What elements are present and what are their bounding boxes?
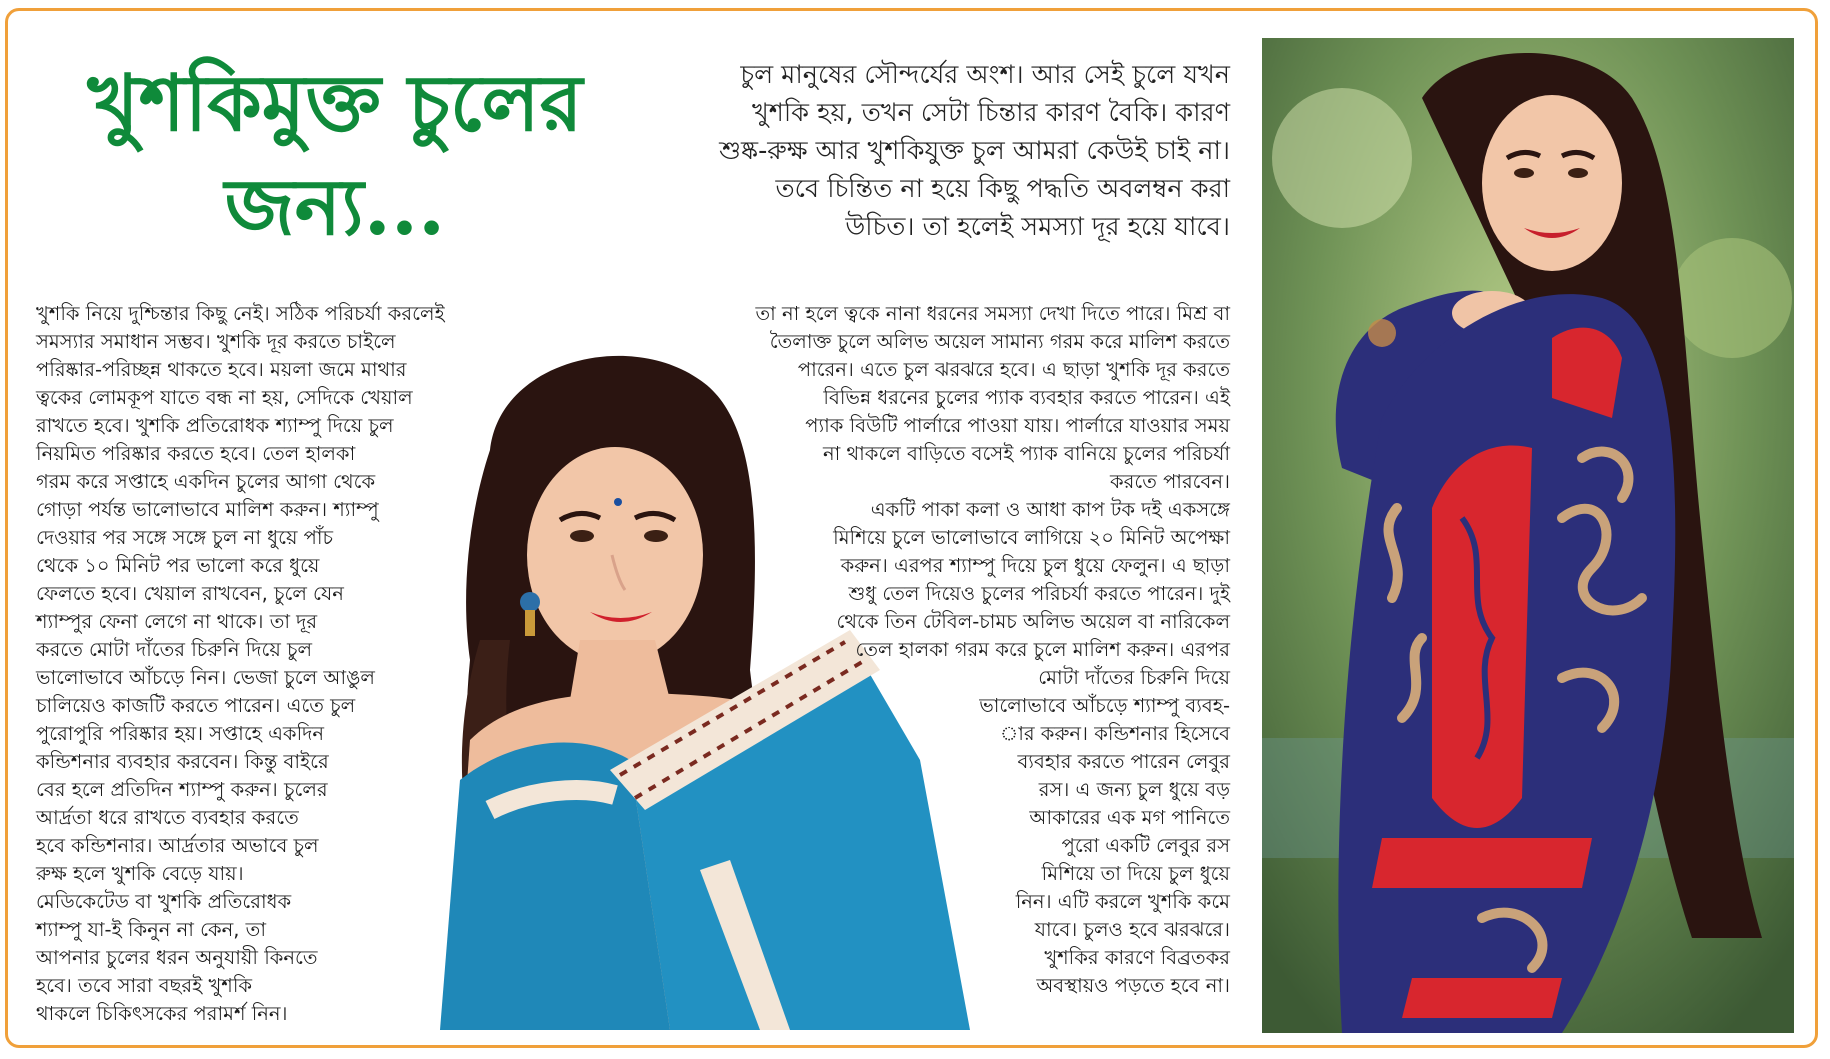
body-line: করতে পারবেন।	[1110, 470, 1230, 493]
body-line: নিন। এটি করলে খুশকি কমে	[1015, 890, 1230, 913]
body-line: চালিয়েও কাজটি করতে পারেন। এতে চুল	[36, 694, 356, 717]
body-line: সমস্যার সমাধান সম্ভব। খুশকি দূর করতে চাইলে	[36, 330, 396, 353]
body-line: গোড়া পর্যন্ত ভালোভাবে মালিশ করুন। শ্যাম্পু	[36, 498, 379, 521]
model-photo-dress	[1262, 38, 1794, 1033]
body-column-middle	[640, 300, 1230, 1000]
body-line: মেডিকেটেড বা খুশকি প্রতিরোধক	[36, 890, 292, 913]
headline-line-1: খুশকিমুক্ত চুলের	[87, 58, 583, 149]
body-line: মোটা দাঁতের চিরুনি দিয়ে	[1038, 666, 1230, 689]
body-line: থাকলে চিকিৎসকের পরামর্শ নিন।	[36, 1002, 288, 1025]
body-line: ব্যবহার করতে পারেন লেবুর	[1017, 750, 1230, 773]
body-line: আকারের এক মগ পানিতে	[1029, 806, 1230, 829]
body-line: তৈলাক্ত চুলে অলিভ অয়েল সামান্য গরম করে মালিশ করতে	[769, 330, 1230, 353]
body-line: হবে কন্ডিশনার। আর্দ্রতার অভাবে চুল	[36, 834, 319, 857]
body-line: তেল হালকা গরম করে চুলে মালিশ করুন। এরপর	[855, 638, 1230, 661]
body-line: রুক্ষ হলে খুশকি বেড়ে যায়।	[36, 862, 244, 885]
body-line: গরম করে সপ্তাহে একদিন চুলের আগা থেকে	[36, 470, 376, 493]
body-line: মিশিয়ে চুলে ভালোভাবে লাগিয়ে ২০ মিনিট অপেক্ষা	[833, 526, 1230, 549]
body-line: একটি পাকা কলা ও আধা কাপ টক দই একসঙ্গে	[870, 498, 1230, 521]
body-line: শ্যাম্পু যা-ই কিনুন না কেন, তা	[36, 918, 266, 941]
body-line: পুরো একটি লেবুর রস	[1061, 834, 1230, 857]
body-line: দেওয়ার পর সঙ্গে সঙ্গে চুল না ধুয়ে পাঁচ	[36, 526, 334, 549]
body-column-left	[36, 300, 496, 1028]
body-line: শুধু তেল দিয়েও চুলের পরিচর্যা করতে পারেন। দুই	[848, 582, 1230, 605]
body-line: যাবে। চুলও হবে ঝরঝরে।	[1034, 918, 1230, 941]
body-line: রাখতে হবে। খুশকি প্রতিরোধক শ্যাম্পু দিয়ে চুল	[36, 414, 394, 437]
intro-line: চুল মানুষের সৌন্দর্যের অংশ। আর সেই চুলে যখন	[740, 60, 1230, 90]
body-line: পরিষ্কার-পরিচ্ছন্ন থাকতে হবে। ময়লা জমে মাথার	[36, 358, 407, 381]
body-line: আপনার চুলের ধরন অনুযায়ী কিনতে	[36, 946, 318, 969]
body-line: না থাকলে বাড়িতে বসেই প্যাক বানিয়ে চুলের পরিচর্যা	[823, 442, 1230, 465]
body-line: খুশকির কারণে বিব্রতকর	[1044, 946, 1230, 969]
body-line: মিশিয়ে তা দিয়ে চুল ধুয়ে	[1041, 862, 1230, 885]
headline	[55, 52, 615, 260]
intro-line: উচিত। তা হলেই সমস্যা দূর হয়ে যাবে।	[845, 212, 1230, 242]
body-line: করুন। এরপর শ্যাম্পু দিয়ে চুল ধুয়ে ফেলুন। এ ছাড়া	[840, 554, 1230, 577]
body-line: পারেন। এতে চুল ঝরঝরে হবে। এ ছাড়া খুশকি দূর করতে	[797, 358, 1230, 381]
body-line: থেকে তিন টেবিল-চামচ অলিভ অয়েল বা নারিকেল	[836, 610, 1230, 633]
intro-line: তবে চিন্তিত না হয়ে কিছু পদ্ধতি অবলম্বন করা	[775, 174, 1230, 204]
body-line: ফেলতে হবে। খেয়াল রাখবেন, চুলে যেন	[36, 582, 344, 605]
body-line: অবস্থায়ও পড়তে হবে না।	[1036, 974, 1230, 997]
body-line: হবে। তবে সারা বছরই খুশকি	[36, 974, 253, 997]
body-line: ভালোভাবে আঁচড়ে শ্যাম্পু ব্যবহ-	[979, 694, 1230, 717]
body-line: আর্দ্রতা ধরে রাখতে ব্যবহার করতে	[36, 806, 299, 829]
body-line: করতে মোটা দাঁতের চিরুনি দিয়ে চুল	[36, 638, 313, 661]
body-line: ত্বকের লোমকূপ যাতে বন্ধ না হয়, সেদিকে খেয়াল	[36, 386, 413, 409]
body-line: কন্ডিশনার ব্যবহার করবেন। কিন্তু বাইরে	[36, 750, 329, 773]
body-line: শ্যাম্পুর ফেনা লেগে না থাকে। তা দূর	[36, 610, 318, 633]
intro-paragraph	[620, 56, 1230, 246]
body-line: ভালোভাবে আঁচড়ে নিন। ভেজা চুলে আঙুল	[36, 666, 375, 689]
intro-line: শুষ্ক-রুক্ষ আর খুশকিযুক্ত চুল আমরা কেউই চাই না।	[719, 136, 1230, 166]
body-line: থেকে ১০ মিনিট পর ভালো করে ধুয়ে	[36, 554, 320, 577]
body-line: রস। এ জন্য চুল ধুয়ে বড়	[1038, 778, 1230, 801]
body-line: পুরোপুরি পরিষ্কার হয়। সপ্তাহে একদিন	[36, 722, 325, 745]
body-line: ার করুন। কন্ডিশনার হিসেবে	[999, 722, 1230, 745]
body-line: বের হলে প্রতিদিন শ্যাম্পু করুন। চুলের	[36, 778, 328, 801]
body-line: প্যাক বিউটি পার্লারে পাওয়া যায়। পার্লারে যাওয়ার সময়	[805, 414, 1230, 437]
headline-line-2: জন্য...	[224, 162, 446, 253]
body-line: খুশকি নিয়ে দুশ্চিন্তার কিছু নেই। সঠিক পরিচর্যা করলেই	[36, 302, 445, 325]
body-line: নিয়মিত পরিষ্কার করতে হবে। তেল হালকা	[36, 442, 356, 465]
body-line: তা না হলে ত্বকে নানা ধরনের সমস্যা দেখা দিতে পারে। মিশ্র বা	[755, 302, 1230, 325]
intro-line: খুশকি হয়, তখন সেটা চিন্তার কারণ বৈকি। কারণ	[752, 98, 1230, 128]
body-line: বিভিন্ন ধরনের চুলের প্যাক ব্যবহার করতে পারেন। এই	[823, 386, 1230, 409]
